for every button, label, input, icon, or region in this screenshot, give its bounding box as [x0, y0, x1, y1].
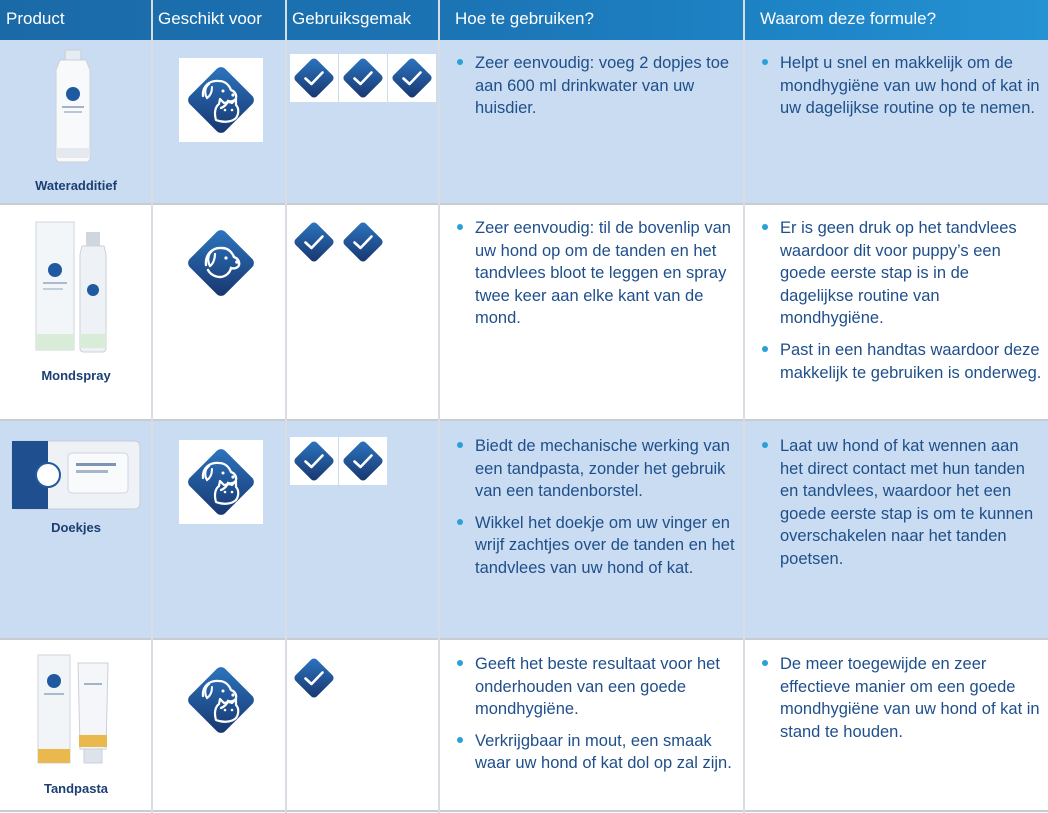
row-divider — [0, 419, 1048, 421]
dog-cat-icon — [179, 440, 263, 524]
dog-cat-icon — [179, 658, 263, 742]
tandpasta-image — [36, 653, 116, 767]
column-divider — [151, 0, 153, 813]
list-item: Wikkel het doekje om uw vinger en wrijf zachtjes over de tanden en het tandvlees van uw hond of kat. — [453, 512, 735, 580]
why-list — [758, 653, 1044, 752]
header-ease: Gebruiksgemak — [292, 9, 412, 28]
column-divider — [438, 0, 440, 813]
howto-list — [453, 217, 735, 339]
howto-list — [453, 435, 735, 589]
product-name: Wateradditief — [35, 178, 117, 193]
why-list — [758, 217, 1044, 393]
row-divider — [0, 810, 1048, 812]
list-item: Zeer eenvoudig: til de bovenlip van uw hond op om de tanden en het tandvlees bloot te leggen en spray twee keer aan elke kant van de mond. — [453, 217, 735, 330]
header-suitable: Geschikt voor — [158, 9, 262, 28]
mondspray-image — [34, 218, 114, 354]
doekjes-pack-image — [8, 437, 144, 513]
header-why: Waarom deze formule? — [760, 9, 937, 28]
list-item: Zeer eenvoudig: voeg 2 dopjes toe aan 600 ml drinkwater van uw huisdier. — [453, 52, 735, 120]
product-name: Mondspray — [41, 368, 111, 383]
list-item: De meer toegewijde en zeer effectieve manier om een goede mondhygiëne van uw hond of kat in stand te houden. — [758, 653, 1044, 743]
header-howto: Hoe te gebruiken? — [455, 9, 594, 28]
check-icon — [290, 218, 338, 266]
check-icon — [339, 437, 387, 485]
list-item: Er is geen druk op het tandvlees waardoor dit voor puppy’s een goede eerste stap is in de dagelijkse routine van mondhygiëne. — [758, 217, 1044, 330]
dog-icon — [179, 221, 263, 305]
column-divider — [743, 0, 745, 813]
why-list — [758, 52, 1044, 129]
howto-list — [453, 653, 735, 784]
list-item: Helpt u snel en makkelijk om de mondhygiëne van uw hond of kat in uw dagelijkse routine op te nemen. — [758, 52, 1044, 120]
list-item: Geeft het beste resultaat voor het onderhouden van een goede mondhygiëne. — [453, 653, 735, 721]
wateradditief-bottle-image — [44, 48, 102, 164]
row-divider — [0, 203, 1048, 205]
dog-cat-icon — [179, 58, 263, 142]
check-icon — [290, 54, 338, 102]
row-divider — [0, 638, 1048, 640]
why-list — [758, 435, 1044, 580]
check-icon — [290, 654, 338, 702]
check-icon — [339, 218, 387, 266]
howto-list — [453, 52, 735, 129]
product-name: Doekjes — [51, 520, 101, 535]
header-product: Product — [6, 9, 65, 28]
check-icon — [339, 54, 387, 102]
check-icon — [290, 437, 338, 485]
list-item: Laat uw hond of kat wennen aan het direct contact met hun tanden en tandvlees, waardoor het een goede eerste stap is om te kunnen overschakelen naar het tanden poetsen. — [758, 435, 1044, 571]
list-item: Verkrijgbaar in mout, een smaak waar uw hond of kat dol op zal zijn. — [453, 730, 735, 775]
list-item: Past in een handtas waardoor deze makkelijk te gebruiken is onderweg. — [758, 339, 1044, 384]
product-name: Tandpasta — [43, 781, 109, 796]
column-divider — [285, 0, 287, 813]
check-icon — [388, 54, 436, 102]
list-item: Biedt de mechanische werking van een tandpasta, zonder het gebruik van een tandenborstel. — [453, 435, 735, 503]
